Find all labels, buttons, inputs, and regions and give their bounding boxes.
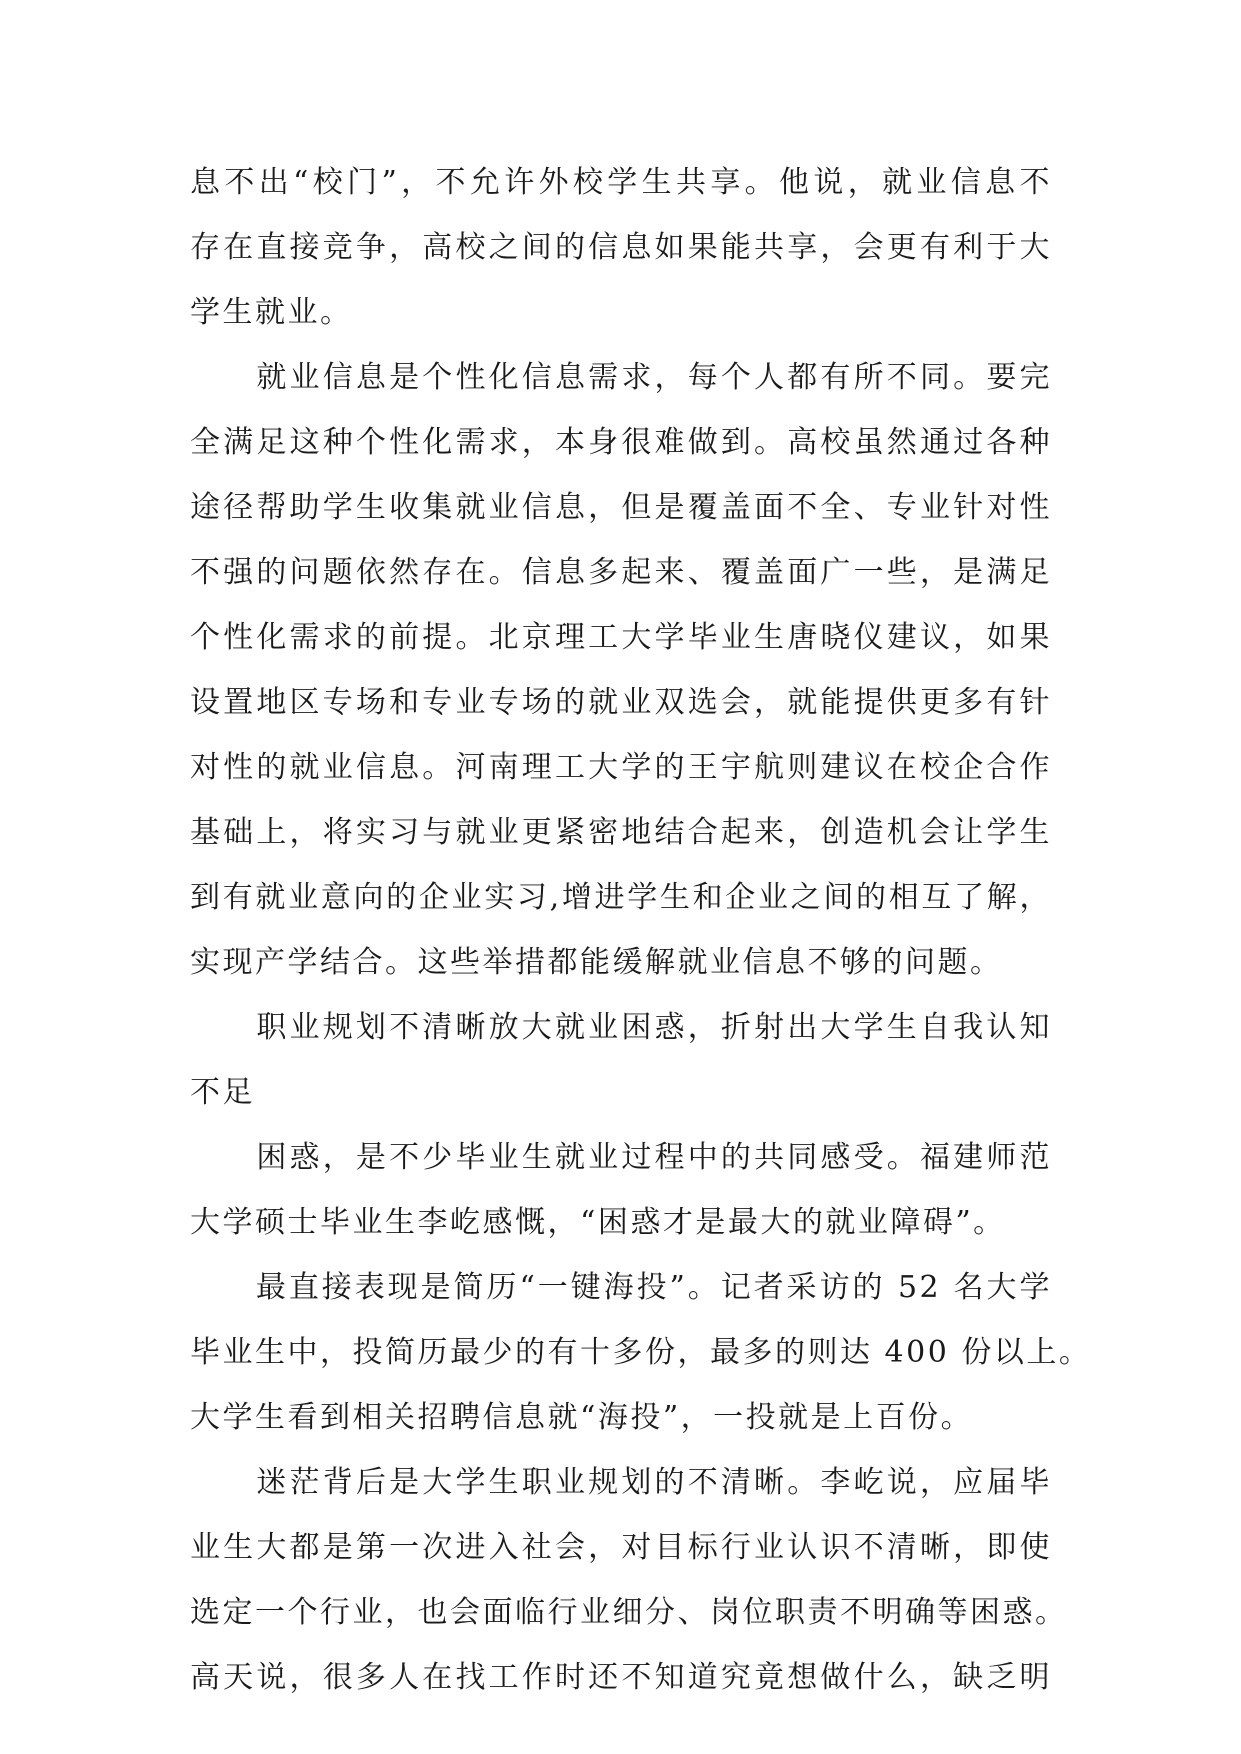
text-line: 困惑，是不少毕业生就业过程中的共同感受。福建师范 xyxy=(190,1140,1052,1175)
text-line: 高天说，很多人在找工作时还不知道究竟想做什么，缺乏明 xyxy=(190,1660,1052,1695)
text-line: 存在直接竞争，高校之间的信息如果能共享，会更有利于大 xyxy=(190,230,1052,265)
paragraph xyxy=(190,995,1052,1125)
text-line: 不强的问题依然存在。信息多起来、覆盖面广一些，是满足 xyxy=(190,555,1052,590)
text-line: 基础上，将实习与就业更紧密地结合起来，创造机会让学生 xyxy=(190,815,1052,850)
text-line: 对性的就业信息。河南理工大学的王宇航则建议在校企合作 xyxy=(190,750,1052,785)
text-line: 毕业生中，投简历最少的有十多份，最多的则达 400 份以上。 xyxy=(190,1335,1092,1370)
text-line: 息不出“校门”，不允许外校学生共享。他说，就业信息不 xyxy=(190,165,1052,200)
text-line: 实现产学结合。这些举措都能缓解就业信息不够的问题。 xyxy=(190,945,1003,980)
text-line: 设置地区专场和专业专场的就业双选会，就能提供更多有针 xyxy=(190,685,1052,720)
text-line: 选定一个行业，也会面临行业细分、岗位职责不明确等困惑。 xyxy=(190,1595,1068,1630)
paragraph xyxy=(190,1125,1052,1255)
text-line: 学生就业。 xyxy=(190,295,353,330)
paragraph xyxy=(190,1255,1092,1450)
text-line: 个性化需求的前提。北京理工大学毕业生唐晓仪建议，如果 xyxy=(190,620,1052,655)
document-page xyxy=(190,150,1092,1710)
text-line: 就业信息是个性化信息需求，每个人都有所不同。要完 xyxy=(190,360,1052,395)
text-line: 大学生看到相关招聘信息就“海投”，一投就是上百份。 xyxy=(190,1400,974,1435)
paragraph xyxy=(190,1450,1068,1710)
text-line: 途径帮助学生收集就业信息，但是覆盖面不全、专业针对性 xyxy=(190,490,1052,525)
paragraph xyxy=(190,345,1052,995)
text-line: 不足 xyxy=(190,1075,255,1110)
text-line: 业生大都是第一次进入社会，对目标行业认识不清晰，即使 xyxy=(190,1530,1052,1565)
text-line: 到有就业意向的企业实习,增进学生和企业之间的相互了解， xyxy=(190,880,1052,915)
text-line: 迷茫背后是大学生职业规划的不清晰。李屹说，应届毕 xyxy=(190,1465,1052,1500)
text-line: 职业规划不清晰放大就业困惑，折射出大学生自我认知 xyxy=(190,1010,1052,1045)
text-line: 全满足这种个性化需求，本身很难做到。高校虽然通过各种 xyxy=(190,425,1052,460)
paragraph xyxy=(190,150,1052,345)
text-line: 大学硕士毕业生李屹感慨，“困惑才是最大的就业障碍”。 xyxy=(190,1205,1006,1240)
text-line: 最直接表现是简历“一键海投”。记者采访的 52 名大学 xyxy=(190,1270,1052,1305)
